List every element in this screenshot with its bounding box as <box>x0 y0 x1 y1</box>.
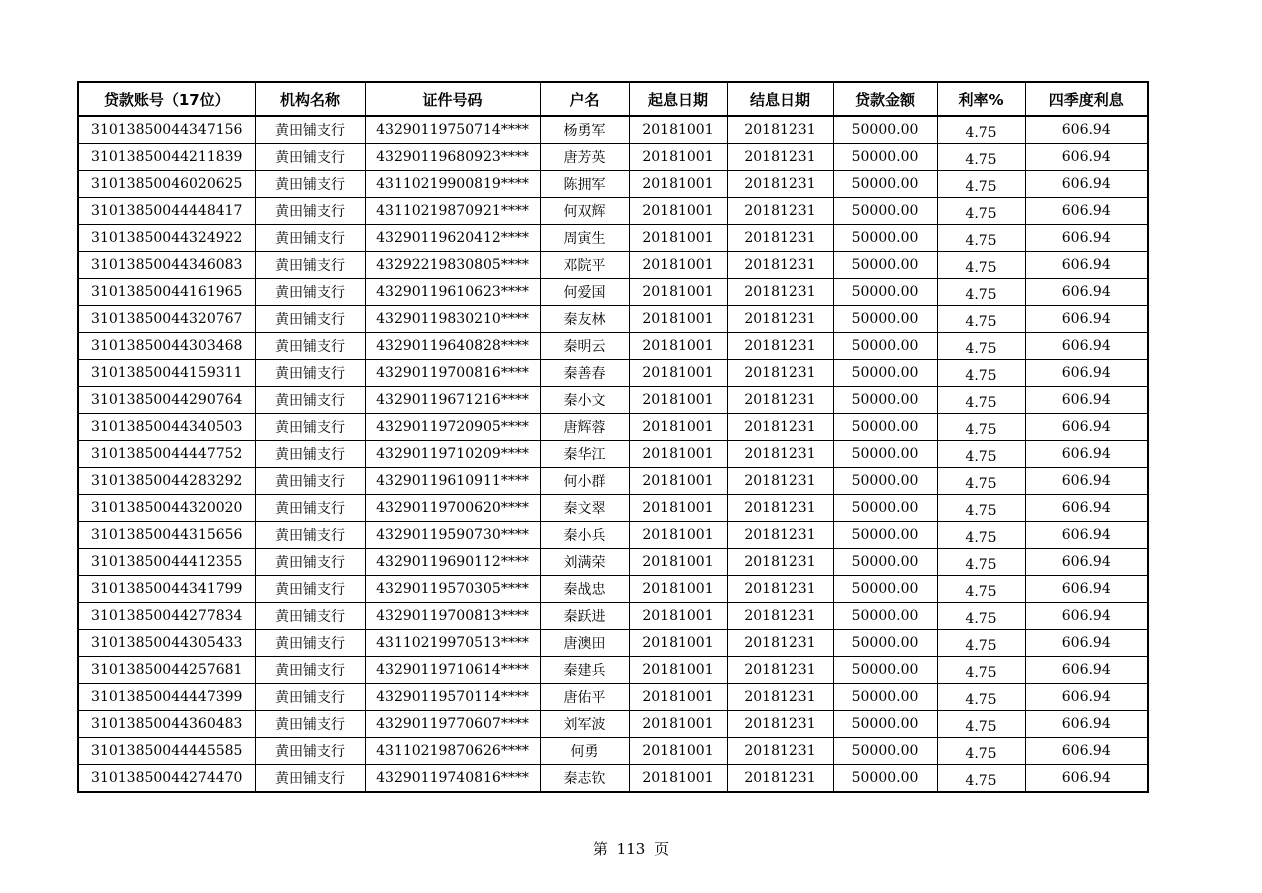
cell-id-number: 43290119680923**** <box>365 144 540 171</box>
cell-loan-account: 31013850044320020 <box>78 495 255 522</box>
cell-institution-name: 黄田铺支行 <box>255 603 365 630</box>
cell-interest-rate <box>937 468 1025 495</box>
cell-end-date: 20181231 <box>727 306 833 333</box>
cell-loan-account: 31013850044341799 <box>78 576 255 603</box>
cell-account-holder: 秦华江 <box>540 441 629 468</box>
column-header-end-date: 结息日期 <box>727 82 833 116</box>
cell-id-number: 43290119830210**** <box>365 306 540 333</box>
interest-rate-value: 4.75 <box>965 395 997 411</box>
interest-rate-value: 4.75 <box>965 125 997 141</box>
column-header-interest-rate: 利率% <box>937 82 1025 116</box>
table-row <box>78 414 1148 441</box>
cell-end-date: 20181231 <box>727 225 833 252</box>
cell-account-holder: 秦友林 <box>540 306 629 333</box>
cell-id-number: 43290119710209**** <box>365 441 540 468</box>
cell-institution-name: 黄田铺支行 <box>255 144 365 171</box>
cell-loan-account: 31013850044346083 <box>78 252 255 279</box>
interest-rate-value: 4.75 <box>965 314 997 330</box>
table-row <box>78 738 1148 765</box>
cell-loan-amount: 50000.00 <box>833 116 937 144</box>
cell-end-date: 20181231 <box>727 738 833 765</box>
table-body <box>78 116 1148 792</box>
page-number: 第 113 页 <box>592 840 670 858</box>
cell-start-date: 20181001 <box>629 198 727 225</box>
cell-loan-account: 31013850044347156 <box>78 116 255 144</box>
cell-institution-name: 黄田铺支行 <box>255 576 365 603</box>
cell-interest-rate <box>937 495 1025 522</box>
cell-interest-rate <box>937 549 1025 576</box>
cell-q4-interest: 606.94 <box>1025 279 1148 306</box>
cell-loan-account: 31013850044159311 <box>78 360 255 387</box>
cell-loan-account: 31013850044320767 <box>78 306 255 333</box>
cell-account-holder: 秦文翠 <box>540 495 629 522</box>
cell-interest-rate <box>937 360 1025 387</box>
interest-rate-value: 4.75 <box>965 746 997 762</box>
cell-loan-amount: 50000.00 <box>833 495 937 522</box>
table-row <box>78 603 1148 630</box>
cell-account-holder: 何小群 <box>540 468 629 495</box>
interest-rate-value: 4.75 <box>965 233 997 249</box>
cell-id-number: 43290119690112**** <box>365 549 540 576</box>
cell-account-holder: 杨勇军 <box>540 116 629 144</box>
cell-interest-rate <box>937 225 1025 252</box>
cell-end-date: 20181231 <box>727 630 833 657</box>
cell-start-date: 20181001 <box>629 765 727 793</box>
cell-account-holder: 邓院平 <box>540 252 629 279</box>
interest-rate-value: 4.75 <box>965 260 997 276</box>
cell-q4-interest: 606.94 <box>1025 360 1148 387</box>
cell-interest-rate <box>937 711 1025 738</box>
cell-institution-name: 黄田铺支行 <box>255 630 365 657</box>
cell-account-holder: 秦跃进 <box>540 603 629 630</box>
cell-interest-rate <box>937 765 1025 793</box>
cell-loan-account: 31013850044360483 <box>78 711 255 738</box>
table-row <box>78 333 1148 360</box>
cell-start-date: 20181001 <box>629 630 727 657</box>
cell-q4-interest: 606.94 <box>1025 630 1148 657</box>
table-row <box>78 306 1148 333</box>
cell-start-date: 20181001 <box>629 603 727 630</box>
cell-id-number: 43290119700813**** <box>365 603 540 630</box>
cell-q4-interest: 606.94 <box>1025 711 1148 738</box>
cell-end-date: 20181231 <box>727 144 833 171</box>
cell-interest-rate <box>937 306 1025 333</box>
cell-account-holder: 刘军波 <box>540 711 629 738</box>
cell-institution-name: 黄田铺支行 <box>255 495 365 522</box>
cell-loan-amount: 50000.00 <box>833 414 937 441</box>
cell-loan-account: 31013850044283292 <box>78 468 255 495</box>
table-row <box>78 630 1148 657</box>
cell-institution-name: 黄田铺支行 <box>255 468 365 495</box>
table-row <box>78 522 1148 549</box>
cell-loan-account: 31013850044315656 <box>78 522 255 549</box>
cell-loan-amount: 50000.00 <box>833 387 937 414</box>
table-row <box>78 360 1148 387</box>
cell-account-holder: 唐芳英 <box>540 144 629 171</box>
cell-loan-amount: 50000.00 <box>833 144 937 171</box>
cell-account-holder: 何双辉 <box>540 198 629 225</box>
cell-id-number: 43292219830805**** <box>365 252 540 279</box>
cell-interest-rate <box>937 630 1025 657</box>
cell-loan-amount: 50000.00 <box>833 360 937 387</box>
column-header-institution-name: 机构名称 <box>255 82 365 116</box>
cell-institution-name: 黄田铺支行 <box>255 360 365 387</box>
cell-id-number: 43290119750714**** <box>365 116 540 144</box>
cell-loan-amount: 50000.00 <box>833 630 937 657</box>
interest-rate-value: 4.75 <box>965 584 997 600</box>
column-header-start-date: 起息日期 <box>629 82 727 116</box>
cell-loan-amount: 50000.00 <box>833 738 937 765</box>
table-row <box>78 684 1148 711</box>
interest-rate-value: 4.75 <box>965 368 997 384</box>
cell-interest-rate <box>937 603 1025 630</box>
interest-rate-value: 4.75 <box>965 638 997 654</box>
cell-interest-rate <box>937 333 1025 360</box>
cell-account-holder: 秦建兵 <box>540 657 629 684</box>
cell-end-date: 20181231 <box>727 279 833 306</box>
cell-account-holder: 唐澳田 <box>540 630 629 657</box>
cell-end-date: 20181231 <box>727 468 833 495</box>
cell-id-number: 43290119700620**** <box>365 495 540 522</box>
cell-account-holder: 何爱国 <box>540 279 629 306</box>
cell-loan-amount: 50000.00 <box>833 765 937 793</box>
interest-rate-value: 4.75 <box>965 449 997 465</box>
cell-q4-interest: 606.94 <box>1025 576 1148 603</box>
cell-institution-name: 黄田铺支行 <box>255 765 365 793</box>
table-row <box>78 657 1148 684</box>
cell-interest-rate <box>937 576 1025 603</box>
cell-id-number: 43110219970513**** <box>365 630 540 657</box>
cell-loan-account: 31013850044211839 <box>78 144 255 171</box>
loan-interest-table <box>77 81 1149 793</box>
cell-loan-amount: 50000.00 <box>833 657 937 684</box>
interest-rate-value: 4.75 <box>965 422 997 438</box>
cell-interest-rate <box>937 252 1025 279</box>
interest-rate-value: 4.75 <box>965 179 997 195</box>
interest-rate-value: 4.75 <box>965 530 997 546</box>
cell-loan-amount: 50000.00 <box>833 441 937 468</box>
cell-end-date: 20181231 <box>727 549 833 576</box>
table-row <box>78 171 1148 198</box>
cell-loan-account: 31013850044305433 <box>78 630 255 657</box>
cell-account-holder: 刘满荣 <box>540 549 629 576</box>
cell-q4-interest: 606.94 <box>1025 144 1148 171</box>
cell-loan-account: 31013850044445585 <box>78 738 255 765</box>
table-row <box>78 711 1148 738</box>
cell-start-date: 20181001 <box>629 279 727 306</box>
cell-id-number: 43290119700816**** <box>365 360 540 387</box>
cell-q4-interest: 606.94 <box>1025 549 1148 576</box>
cell-id-number: 43290119710614**** <box>365 657 540 684</box>
cell-q4-interest: 606.94 <box>1025 657 1148 684</box>
cell-loan-account: 31013850044303468 <box>78 333 255 360</box>
cell-account-holder: 唐佑平 <box>540 684 629 711</box>
cell-start-date: 20181001 <box>629 171 727 198</box>
cell-interest-rate <box>937 144 1025 171</box>
cell-id-number: 43290119640828**** <box>365 333 540 360</box>
cell-q4-interest: 606.94 <box>1025 765 1148 793</box>
cell-loan-amount: 50000.00 <box>833 603 937 630</box>
cell-q4-interest: 606.94 <box>1025 684 1148 711</box>
cell-institution-name: 黄田铺支行 <box>255 549 365 576</box>
cell-interest-rate <box>937 684 1025 711</box>
cell-start-date: 20181001 <box>629 333 727 360</box>
cell-id-number: 43290119610911**** <box>365 468 540 495</box>
cell-loan-amount: 50000.00 <box>833 225 937 252</box>
cell-account-holder: 陈拥军 <box>540 171 629 198</box>
cell-institution-name: 黄田铺支行 <box>255 441 365 468</box>
cell-loan-account: 31013850044447399 <box>78 684 255 711</box>
cell-loan-amount: 50000.00 <box>833 333 937 360</box>
cell-account-holder: 周寅生 <box>540 225 629 252</box>
cell-loan-account: 31013850044340503 <box>78 414 255 441</box>
cell-loan-account: 31013850044161965 <box>78 279 255 306</box>
interest-rate-value: 4.75 <box>965 557 997 573</box>
cell-start-date: 20181001 <box>629 360 727 387</box>
header-row <box>78 82 1148 116</box>
cell-q4-interest: 606.94 <box>1025 522 1148 549</box>
cell-id-number: 43290119720905**** <box>365 414 540 441</box>
cell-start-date: 20181001 <box>629 576 727 603</box>
cell-institution-name: 黄田铺支行 <box>255 711 365 738</box>
cell-loan-amount: 50000.00 <box>833 684 937 711</box>
cell-interest-rate <box>937 387 1025 414</box>
cell-institution-name: 黄田铺支行 <box>255 252 365 279</box>
cell-start-date: 20181001 <box>629 225 727 252</box>
cell-interest-rate <box>937 657 1025 684</box>
cell-id-number: 43290119570305**** <box>365 576 540 603</box>
cell-end-date: 20181231 <box>727 765 833 793</box>
table-row <box>78 765 1148 793</box>
cell-loan-amount: 50000.00 <box>833 522 937 549</box>
cell-start-date: 20181001 <box>629 549 727 576</box>
cell-account-holder: 秦战忠 <box>540 576 629 603</box>
cell-institution-name: 黄田铺支行 <box>255 225 365 252</box>
cell-start-date: 20181001 <box>629 116 727 144</box>
cell-start-date: 20181001 <box>629 252 727 279</box>
cell-start-date: 20181001 <box>629 657 727 684</box>
cell-end-date: 20181231 <box>727 603 833 630</box>
cell-interest-rate <box>937 171 1025 198</box>
table-row <box>78 468 1148 495</box>
cell-loan-account: 31013850044448417 <box>78 198 255 225</box>
cell-q4-interest: 606.94 <box>1025 306 1148 333</box>
cell-institution-name: 黄田铺支行 <box>255 657 365 684</box>
cell-end-date: 20181231 <box>727 495 833 522</box>
cell-id-number: 43290119740816**** <box>365 765 540 793</box>
cell-id-number: 43290119671216**** <box>365 387 540 414</box>
cell-loan-account: 31013850044290764 <box>78 387 255 414</box>
cell-start-date: 20181001 <box>629 711 727 738</box>
column-header-loan-amount: 贷款金额 <box>833 82 937 116</box>
cell-loan-amount: 50000.00 <box>833 171 937 198</box>
column-header-loan-account: 贷款账号（17位） <box>78 82 255 116</box>
cell-q4-interest: 606.94 <box>1025 387 1148 414</box>
interest-rate-value: 4.75 <box>965 773 997 789</box>
cell-end-date: 20181231 <box>727 116 833 144</box>
interest-rate-value: 4.75 <box>965 476 997 492</box>
cell-loan-account: 31013850044447752 <box>78 441 255 468</box>
cell-q4-interest: 606.94 <box>1025 441 1148 468</box>
cell-interest-rate <box>937 738 1025 765</box>
cell-start-date: 20181001 <box>629 495 727 522</box>
interest-rate-value: 4.75 <box>965 692 997 708</box>
cell-id-number: 43110219900819**** <box>365 171 540 198</box>
interest-rate-value: 4.75 <box>965 152 997 168</box>
cell-start-date: 20181001 <box>629 468 727 495</box>
cell-loan-amount: 50000.00 <box>833 279 937 306</box>
table-row <box>78 252 1148 279</box>
cell-account-holder: 秦小兵 <box>540 522 629 549</box>
cell-loan-amount: 50000.00 <box>833 306 937 333</box>
table-row <box>78 225 1148 252</box>
cell-start-date: 20181001 <box>629 306 727 333</box>
cell-q4-interest: 606.94 <box>1025 333 1148 360</box>
cell-end-date: 20181231 <box>727 333 833 360</box>
cell-account-holder: 秦小文 <box>540 387 629 414</box>
cell-q4-interest: 606.94 <box>1025 225 1148 252</box>
cell-end-date: 20181231 <box>727 171 833 198</box>
cell-loan-account: 31013850044274470 <box>78 765 255 793</box>
table-header <box>78 82 1148 116</box>
cell-start-date: 20181001 <box>629 144 727 171</box>
cell-interest-rate <box>937 522 1025 549</box>
cell-start-date: 20181001 <box>629 414 727 441</box>
cell-id-number: 43290119770607**** <box>365 711 540 738</box>
cell-end-date: 20181231 <box>727 198 833 225</box>
cell-start-date: 20181001 <box>629 441 727 468</box>
cell-account-holder: 何勇 <box>540 738 629 765</box>
cell-interest-rate <box>937 198 1025 225</box>
table-row <box>78 198 1148 225</box>
cell-institution-name: 黄田铺支行 <box>255 522 365 549</box>
cell-q4-interest: 606.94 <box>1025 738 1148 765</box>
cell-start-date: 20181001 <box>629 387 727 414</box>
column-header-id-number: 证件号码 <box>365 82 540 116</box>
interest-rate-value: 4.75 <box>965 287 997 303</box>
cell-loan-amount: 50000.00 <box>833 468 937 495</box>
cell-q4-interest: 606.94 <box>1025 116 1148 144</box>
cell-id-number: 43290119610623**** <box>365 279 540 306</box>
cell-loan-account: 31013850044412355 <box>78 549 255 576</box>
table-row <box>78 387 1148 414</box>
cell-institution-name: 黄田铺支行 <box>255 306 365 333</box>
cell-start-date: 20181001 <box>629 684 727 711</box>
column-header-account-holder: 户名 <box>540 82 629 116</box>
cell-q4-interest: 606.94 <box>1025 198 1148 225</box>
cell-interest-rate <box>937 441 1025 468</box>
cell-id-number: 43110219870921**** <box>365 198 540 225</box>
cell-loan-amount: 50000.00 <box>833 198 937 225</box>
cell-q4-interest: 606.94 <box>1025 171 1148 198</box>
cell-id-number: 43110219870626**** <box>365 738 540 765</box>
cell-institution-name: 黄田铺支行 <box>255 387 365 414</box>
cell-q4-interest: 606.94 <box>1025 252 1148 279</box>
cell-institution-name: 黄田铺支行 <box>255 116 365 144</box>
table-row <box>78 441 1148 468</box>
cell-end-date: 20181231 <box>727 387 833 414</box>
cell-end-date: 20181231 <box>727 684 833 711</box>
cell-end-date: 20181231 <box>727 252 833 279</box>
interest-rate-value: 4.75 <box>965 341 997 357</box>
cell-institution-name: 黄田铺支行 <box>255 279 365 306</box>
cell-end-date: 20181231 <box>727 360 833 387</box>
table-row <box>78 116 1148 144</box>
cell-institution-name: 黄田铺支行 <box>255 198 365 225</box>
cell-q4-interest: 606.94 <box>1025 468 1148 495</box>
interest-rate-value: 4.75 <box>965 719 997 735</box>
cell-institution-name: 黄田铺支行 <box>255 738 365 765</box>
cell-interest-rate <box>937 116 1025 144</box>
cell-end-date: 20181231 <box>727 576 833 603</box>
cell-account-holder: 秦志钦 <box>540 765 629 793</box>
cell-account-holder: 唐辉蓉 <box>540 414 629 441</box>
interest-rate-value: 4.75 <box>965 206 997 222</box>
cell-loan-account: 31013850046020625 <box>78 171 255 198</box>
cell-institution-name: 黄田铺支行 <box>255 171 365 198</box>
cell-loan-account: 31013850044324922 <box>78 225 255 252</box>
cell-loan-amount: 50000.00 <box>833 252 937 279</box>
table-row <box>78 549 1148 576</box>
cell-institution-name: 黄田铺支行 <box>255 333 365 360</box>
cell-end-date: 20181231 <box>727 441 833 468</box>
cell-q4-interest: 606.94 <box>1025 414 1148 441</box>
table-row <box>78 495 1148 522</box>
cell-end-date: 20181231 <box>727 522 833 549</box>
column-header-q4-interest: 四季度利息 <box>1025 82 1148 116</box>
interest-rate-value: 4.75 <box>965 503 997 519</box>
cell-loan-account: 31013850044257681 <box>78 657 255 684</box>
cell-account-holder: 秦善春 <box>540 360 629 387</box>
cell-end-date: 20181231 <box>727 711 833 738</box>
cell-loan-amount: 50000.00 <box>833 711 937 738</box>
cell-loan-amount: 50000.00 <box>833 576 937 603</box>
cell-account-holder: 秦明云 <box>540 333 629 360</box>
cell-loan-amount: 50000.00 <box>833 549 937 576</box>
cell-start-date: 20181001 <box>629 522 727 549</box>
cell-interest-rate <box>937 279 1025 306</box>
cell-start-date: 20181001 <box>629 738 727 765</box>
cell-institution-name: 黄田铺支行 <box>255 414 365 441</box>
cell-q4-interest: 606.94 <box>1025 495 1148 522</box>
table-row <box>78 576 1148 603</box>
cell-id-number: 43290119590730**** <box>365 522 540 549</box>
cell-interest-rate <box>937 414 1025 441</box>
cell-end-date: 20181231 <box>727 414 833 441</box>
cell-institution-name: 黄田铺支行 <box>255 684 365 711</box>
cell-q4-interest: 606.94 <box>1025 603 1148 630</box>
cell-end-date: 20181231 <box>727 657 833 684</box>
interest-rate-value: 4.75 <box>965 611 997 627</box>
table-row <box>78 144 1148 171</box>
cell-id-number: 43290119570114**** <box>365 684 540 711</box>
interest-rate-value: 4.75 <box>965 665 997 681</box>
table-row <box>78 279 1148 306</box>
cell-id-number: 43290119620412**** <box>365 225 540 252</box>
cell-loan-account: 31013850044277834 <box>78 603 255 630</box>
